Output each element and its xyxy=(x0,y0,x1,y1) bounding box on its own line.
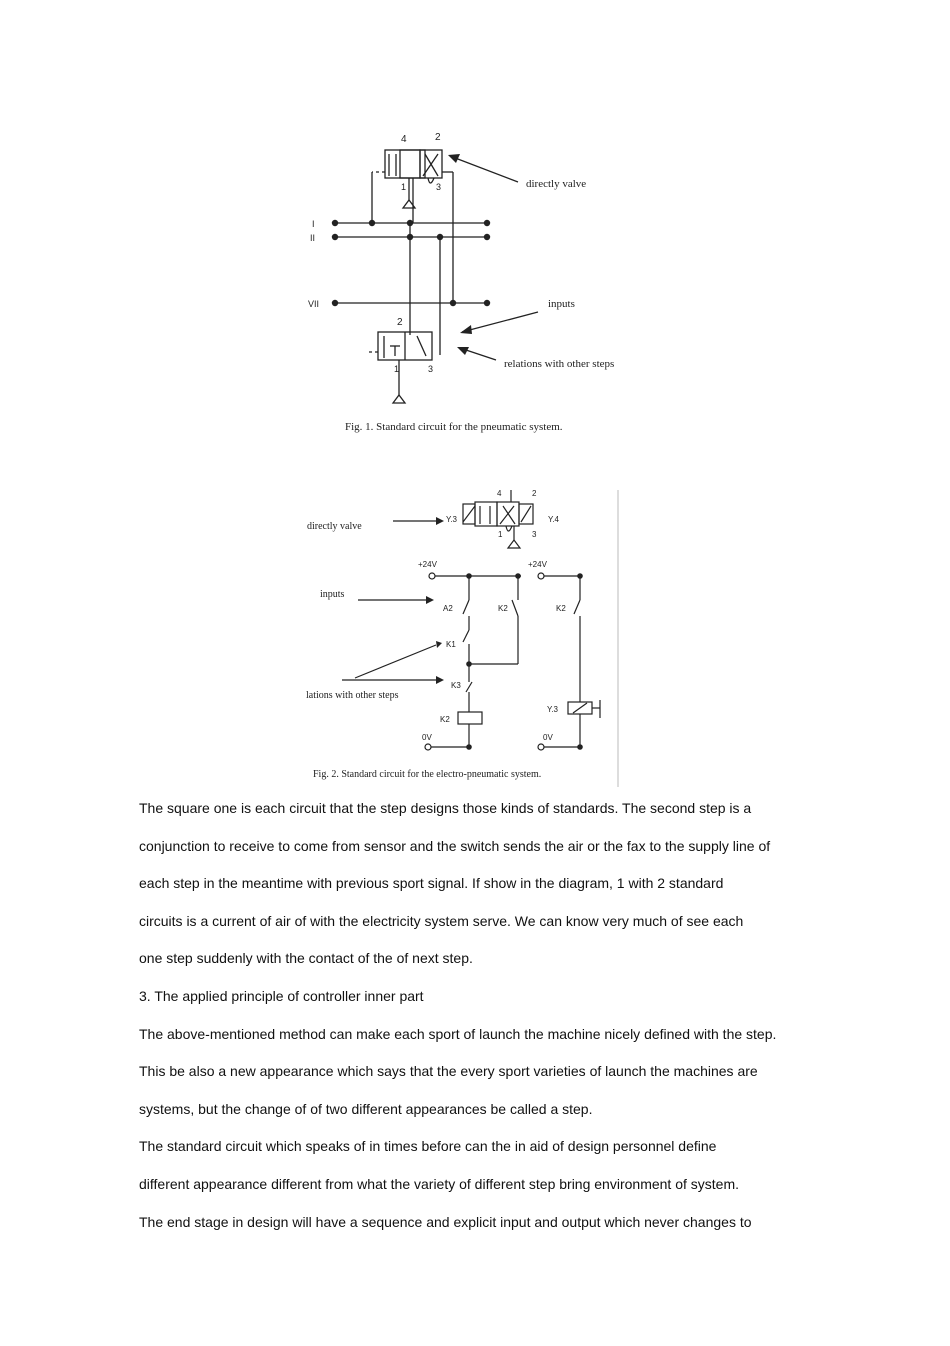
body-line: The end stage in design will have a sequence and explicit input and output which never changes to xyxy=(139,1213,752,1230)
fig2-label-0v-right: 0V xyxy=(543,733,553,742)
fig2-label-k1: K1 xyxy=(446,640,456,649)
body-line: each step in the meantime with previous sport signal. If show in the diagram, 1 with 2 standard xyxy=(139,875,724,892)
body-line: one step suddenly with the contact of the of next step. xyxy=(139,950,473,967)
fig2-port-2: 2 xyxy=(532,489,537,498)
figure-1-pneumatic-circuit xyxy=(290,120,650,440)
fig2-label-k2-right: K2 xyxy=(556,604,566,613)
fig2-label-0v-left: 0V xyxy=(422,733,432,742)
fig1-port-4: 4 xyxy=(401,134,407,145)
fig2-label-k2-coil: K2 xyxy=(440,715,450,724)
fig2-label-24v-right: +24V xyxy=(528,560,547,569)
body-line: The above-mentioned method can make each sport of launch the machine nicely defined with the step. xyxy=(139,1025,777,1042)
fig1-caption: Fig. 1. Standard circuit for the pneumatic system. xyxy=(345,421,563,433)
fig2-port-3: 3 xyxy=(532,530,537,539)
section-heading: 3. The applied principle of controller inner part xyxy=(139,987,424,1004)
fig2-label-relations: lations with other steps xyxy=(306,690,399,701)
fig2-label-y4: Y.4 xyxy=(548,515,559,524)
fig1-label-bus-vii: VII xyxy=(308,299,320,309)
figure-2-electro-pneumatic-circuit xyxy=(300,482,630,792)
fig1-port-3-bottom: 3 xyxy=(428,364,434,374)
fig2-label-24v-left: +24V xyxy=(418,560,437,569)
fig2-label-k2-mid: K2 xyxy=(498,604,508,613)
body-line: different appearance different from what the variety of different step bring environment of system. xyxy=(139,1175,739,1192)
body-line: This be also a new appearance which says that the every sport varieties of launch the machines are xyxy=(139,1063,758,1080)
fig1-port-3-top: 3 xyxy=(436,182,442,192)
fig2-caption: Fig. 2. Standard circuit for the electro-pneumatic system. xyxy=(313,769,542,780)
fig1-port-2-top: 2 xyxy=(435,132,441,143)
k2-coil xyxy=(458,712,482,724)
body-line: circuits is a current of air of with the electricity system serve. We can know very much of see each xyxy=(139,912,744,929)
fig1-label-relations: relations with other steps xyxy=(504,358,615,370)
top-valve-left-cell xyxy=(385,150,425,178)
fig1-port-1-top: 1 xyxy=(401,182,407,192)
fig2-label-k3: K3 xyxy=(451,681,461,690)
body-line: The standard circuit which speaks of in times before can the in aid of design personnel define xyxy=(139,1138,717,1155)
fig1-label-inputs: inputs xyxy=(548,298,575,310)
fig1-port-2-bottom: 2 xyxy=(397,317,403,328)
body-line: systems, but the change of of two different appearances be called a step. xyxy=(139,1100,593,1117)
body-line: conjunction to receive to come from sensor and the switch sends the air or the fax to the supply line of xyxy=(139,837,771,854)
fig2-label-y3-coil: Y.3 xyxy=(547,705,558,714)
fig2-label-inputs: inputs xyxy=(320,589,345,600)
top-valve-mid-cell xyxy=(400,150,420,178)
fig1-port-1-bottom: 1 xyxy=(394,364,400,374)
fig2-port-1: 1 xyxy=(498,530,503,539)
fig2-label-a2: A2 xyxy=(443,604,453,613)
fig1-label-directly-valve: directly valve xyxy=(526,178,587,190)
fig2-label-directly-valve: directly valve xyxy=(307,521,362,532)
body-line: The square one is each circuit that the step designs those kinds of standards. The second step is a xyxy=(139,800,752,816)
fig2-port-4: 4 xyxy=(497,489,502,498)
fig1-label-bus-i: I xyxy=(312,219,315,229)
fig2-label-y3-left: Y.3 xyxy=(446,515,457,524)
body-text xyxy=(139,798,829,1249)
fig1-label-bus-ii: II xyxy=(310,233,316,243)
